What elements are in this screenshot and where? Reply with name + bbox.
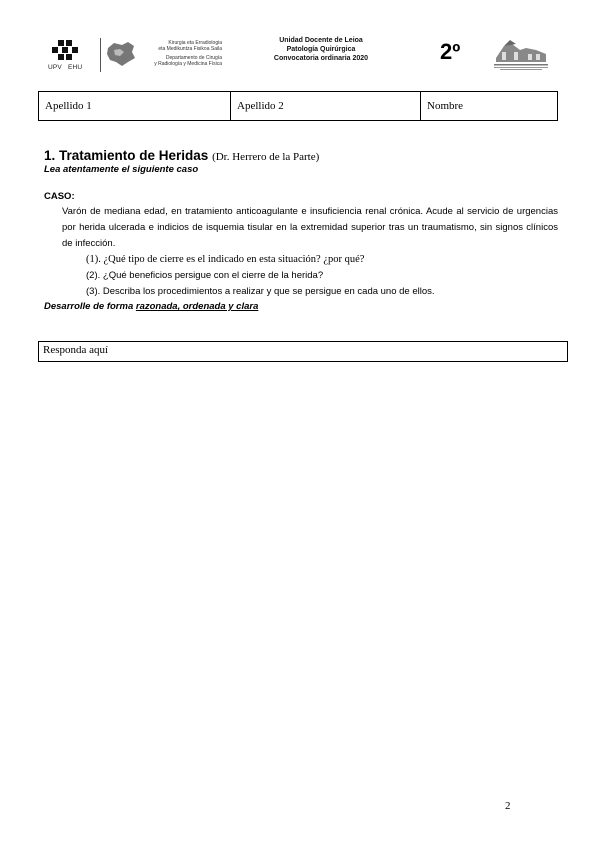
question-item-3: (3). Describa los procedimientos a realizar y que se persigue en cada uno de ellos. [86,286,435,297]
name-field[interactable]: Nombre [421,92,558,121]
page-header [46,36,556,76]
exam-heading [246,36,396,63]
instruction: Lea atentamente el siguiente caso [44,164,199,175]
dept-basque-line-2: eta Medikuntza Fisikoa Saila [158,46,222,52]
case-label: CASO: [44,191,75,202]
course-number: 2º [440,39,461,64]
faculty-building-icon [490,36,552,74]
answer-box[interactable]: Responda aquí [38,341,568,362]
question-section [44,148,558,312]
upv-ehu-logo [46,38,94,74]
question-item-1: (1). ¿Qué tipo de cierre es el indicado en esta situación? ¿por qué? [86,254,365,265]
question-author: (Dr. Herrero de la Parte) [212,151,320,163]
dept-spanish-line-1: Departamento de Cirugía [165,55,222,61]
department-map-icon [106,40,136,68]
develop-prefix: Desarrolle de forma [44,301,134,312]
develop-emphasis: razonada, ordenada y clara [135,301,259,312]
upv-label: UPV [48,64,62,71]
develop-instruction [44,301,558,312]
ehu-label: EHU [68,64,83,71]
department-name [140,40,222,67]
page-number: 2 [505,800,511,812]
dept-spanish-line-2: y Radiología y Medicina Física [154,61,222,67]
question-item-2: (2). ¿Qué beneficios persigue con el cierre de la herida? [86,270,324,281]
department-logo [106,40,136,68]
question-title-text: 1. Tratamiento de Heridas [44,148,209,163]
surname1-field[interactable]: Apellido 1 [39,92,231,121]
student-name-table [38,91,558,121]
upv-ehu-emblem-icon [46,38,86,62]
surname2-field[interactable]: Apellido 2 [231,92,421,121]
faculty-logo [490,36,552,74]
dept-basque-line-1: Kirurgia eta Erradiologia [168,40,222,46]
case-description: Varón de mediana edad, en tratamiento anticoagulante e insuficiencia renal crónica. Acude al servicio de urgencias por herida ulcerada e indicios de isquemia tisular en la extremidad superior tras un traumatismo, sin signos clínicos de infección. [62,206,558,249]
session-name: Convocatoria ordinaria 2020 [273,55,369,62]
logo-divider [100,38,101,72]
subject-name: Patología Quirúrgica [286,46,356,53]
unit-name: Unidad Docente de Leioa [279,37,363,44]
question-title [44,148,558,163]
